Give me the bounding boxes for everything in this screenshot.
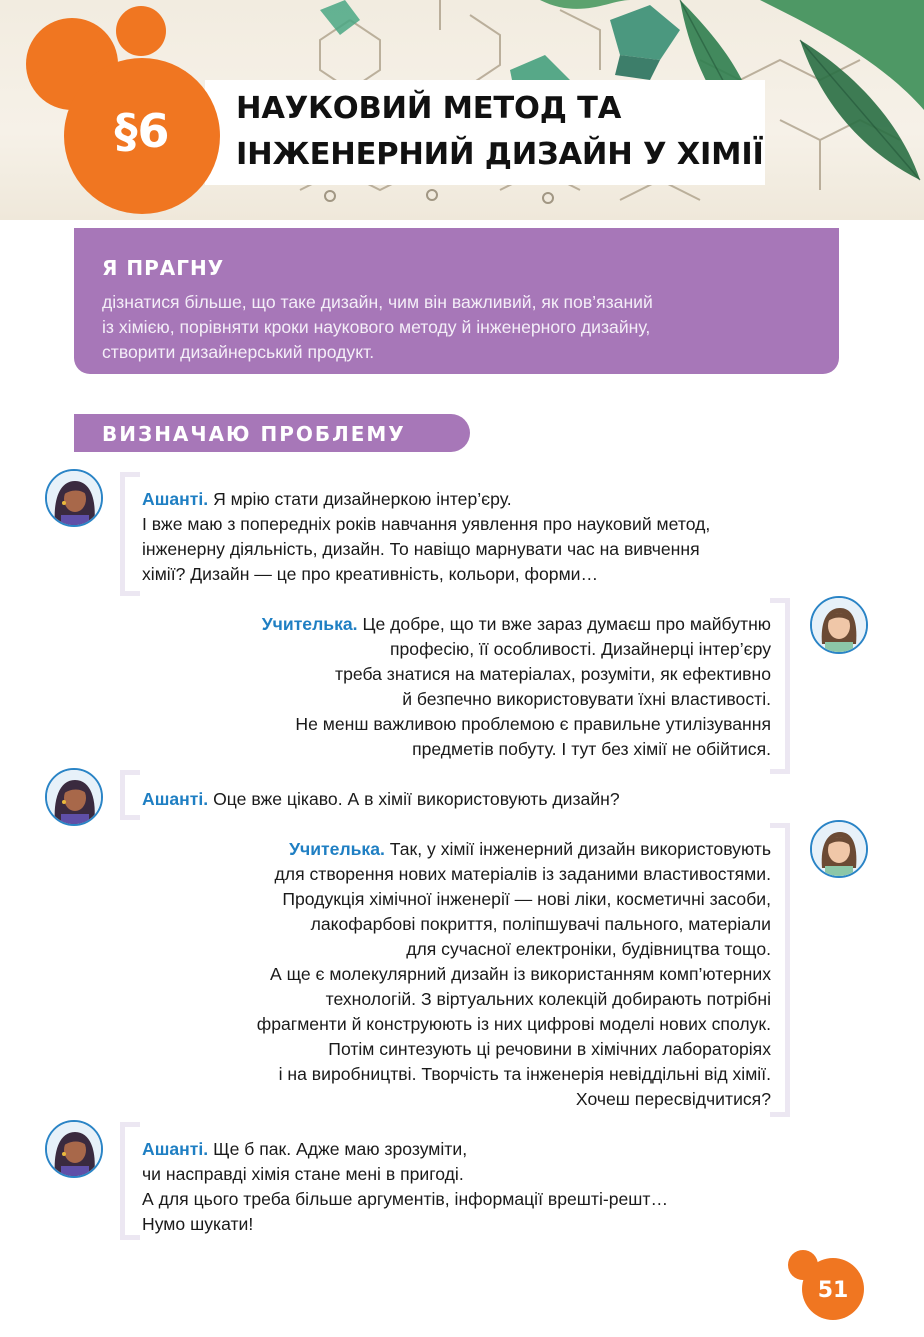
page-title: НАУКОВИЙ МЕТОД ТА ІНЖЕНЕРНИЙ ДИЗАЙН У ХІМІЇ bbox=[236, 91, 764, 172]
dialogue-bracket bbox=[770, 823, 790, 1117]
dialogue-line bbox=[142, 487, 822, 587]
dialogue-line bbox=[142, 1137, 822, 1237]
dialogue-bracket bbox=[120, 1122, 140, 1240]
dialogue-bracket bbox=[120, 472, 140, 596]
section-number: §6 bbox=[114, 104, 170, 158]
student-avatar-icon bbox=[45, 469, 103, 527]
dialogue-text: Так, у хімії інженерний дизайн використовують для створення нових матеріалів із заданими властивостями. Продукція хімічної інженерії — нові ліки, косметичні засоби, лакофарбові покриття, поліпшувачі пального, матеріали для сучасної електроніки, будівництва тощо. А ще є молекулярний дизайн із використанням комп’ютерних технологій. З віртуальних колекцій добирають потрібні фрагменти й конструюють із них цифрові моделі нових сполук. Потім синтезують ці речовини в хімічних лабораторіях і на виробництві. Творчість та інженерія невіддільні від хімії. Хочеш пересвідчитися? bbox=[256, 839, 771, 1109]
dialogue-text: Це добре, що ти вже зараз думаєш про майбутню професію, її особливості. Дизайнерці інтер’єру треба знатися на матеріалах, розуміти, як ефективно й безпечно використовувати їхні властивості. Не менш важливою проблемою є правильне утилізування предметів побуту. І тут без хімії не обійтися. bbox=[295, 614, 771, 759]
dialogue-text: Ще б пак. Адже маю зрозуміти, чи насправді хімія стане мені в пригоді. А для цього треба більше аргументів, інформації врешті-решт… Нумо шукати! bbox=[142, 1139, 669, 1234]
speaker-name: Ашанті. bbox=[142, 789, 209, 809]
teacher-avatar-icon bbox=[810, 596, 868, 654]
speaker-name: Учителька. bbox=[261, 614, 358, 634]
student-avatar-icon bbox=[45, 768, 103, 826]
dialogue-line bbox=[120, 837, 771, 1112]
dialogue-line bbox=[142, 787, 822, 812]
speaker-name: Ашанті. bbox=[142, 489, 209, 509]
speaker-name: Ашанті. bbox=[142, 1139, 209, 1159]
orange-blob-decoration-small bbox=[116, 6, 166, 56]
dialogue-line bbox=[130, 612, 771, 762]
goal-title: Я ПРАГНУ bbox=[102, 256, 225, 280]
section-title: ВИЗНАЧАЮ ПРОБЛЕМУ bbox=[102, 422, 406, 446]
header-banner bbox=[0, 0, 924, 220]
dialogue-bracket bbox=[120, 770, 140, 820]
goal-box bbox=[74, 228, 839, 374]
dialogue-bracket bbox=[770, 598, 790, 774]
page-number: 51 bbox=[817, 1278, 849, 1303]
speaker-name: Учителька. bbox=[289, 839, 385, 859]
teacher-avatar-icon bbox=[810, 820, 868, 878]
student-avatar-icon bbox=[45, 1120, 103, 1178]
section-header bbox=[74, 414, 470, 452]
goal-text: дізнатися більше, що таке дизайн, чим він важливий, як пов’язаний із хімією, порівняти кроки наукового методу й інженерного дизайну, створити дизайнерський продукт. bbox=[102, 292, 653, 362]
dialogue-text: Оце вже цікаво. А в хімії використовують дизайн? bbox=[208, 789, 620, 809]
dialogue-text: Я мрію стати дизайнеркою інтер’єру. І вже маю з попередніх років навчання уявлення про науковий метод, інженерну діяльність, дизайн. То навіщо марнувати час на вивчення хімії? Дизайн — це про креативність, кольори, форми… bbox=[142, 489, 711, 584]
